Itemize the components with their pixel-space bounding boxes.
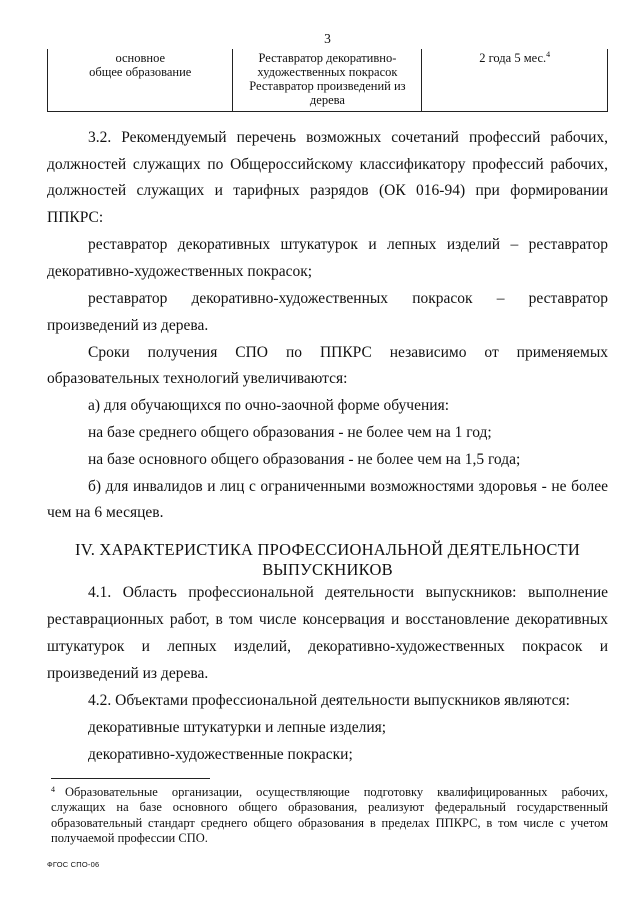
combination-item-2-line-2: произведений из дерева. (47, 317, 209, 334)
object-item-2: декоративно-художественные покраски; (88, 746, 353, 763)
table-cell-professions: Реставратор декоративно- художественных покрасок Реставратор произведений из дерева (233, 49, 422, 112)
section-4-1-line-3: штукатурок и лепных изделий, декоративно-художественных покрасок и (47, 638, 608, 655)
footnote-divider (51, 778, 210, 779)
page-number: 3 (324, 31, 331, 46)
footnote-reference: 4 (546, 49, 551, 59)
section-4-heading: IV. ХАРАКТЕРИСТИКА ПРОФЕССИОНАЛЬНОЙ ДЕЯТЕЛЬНОСТИ ВЫПУСКНИКОВ (75, 540, 580, 579)
section-3-2-line-3: должностей служащих и тарифных разрядов (ОК 016-94) при формировании (47, 182, 608, 199)
terms-item-b-line-2: чем на 6 месяцев. (47, 504, 164, 521)
terms-intro-line-2: образовательных технологий увеличиваются: (47, 370, 348, 387)
professions-table (47, 49, 608, 112)
footnote-text: Образовательные организации, осуществляющие подготовку квалифицированных рабочих, служащих на базе основного общего образования, реализуют федеральный государственный образовательный стандарт среднего общего образования в пределах ППКРС, в том числе с учетом получаемой профессии СПО. (51, 785, 608, 845)
footnote (51, 785, 608, 846)
document-code: ФГОС СПО-06 (47, 860, 100, 869)
combination-item-2-line-1: реставратор декоративно-художественных покрасок – реставратор (88, 290, 608, 307)
section-3-2-line-4: ППКРС: (47, 209, 104, 226)
terms-item-a: а) для обучающихся по очно-заочной форме обучения: (88, 397, 450, 414)
terms-item-a2: на базе основного общего образования - не более чем на 1,5 года; (88, 451, 521, 468)
section-3-2-line-2: должностей служащих по Общероссийскому классификатору профессий рабочих, (47, 156, 608, 173)
terms-item-b-line-1: б) для инвалидов и лиц с ограниченными возможностями здоровья - не более (88, 478, 608, 495)
object-item-1: декоративные штукатурки и лепные изделия; (88, 719, 387, 736)
section-4-1-line-4: произведений из дерева. (47, 665, 209, 682)
section-4-1-line-1: 4.1. Область профессиональной деятельности выпускников: выполнение (88, 584, 608, 601)
terms-intro-line-1: Сроки получения СПО по ППКРС независимо от применяемых (88, 344, 608, 361)
table-cell-education-base: основное общее образование (48, 49, 233, 112)
table-cell-duration: 2 года 5 мес.$^4$ (422, 49, 608, 112)
table-row (48, 49, 608, 112)
section-4-1-line-2: реставрационных работ, в том числе консервация и восстановление декоративных (47, 611, 608, 628)
terms-item-a1: на базе среднего общего образования - не более чем на 1 год; (88, 424, 492, 441)
section-3-2-line-1: 3.2. Рекомендуемый перечень возможных сочетаний профессий рабочих, (88, 129, 608, 146)
combination-item-1-line-1: реставратор декоративных штукатурок и лепных изделий – реставратор (88, 236, 608, 253)
combination-item-1-line-2: декоративно-художественных покрасок; (47, 263, 313, 280)
footnote-mark: 4 (51, 785, 55, 794)
section-4-2: 4.2. Объектами профессиональной деятельности выпускников являются: (88, 692, 570, 709)
